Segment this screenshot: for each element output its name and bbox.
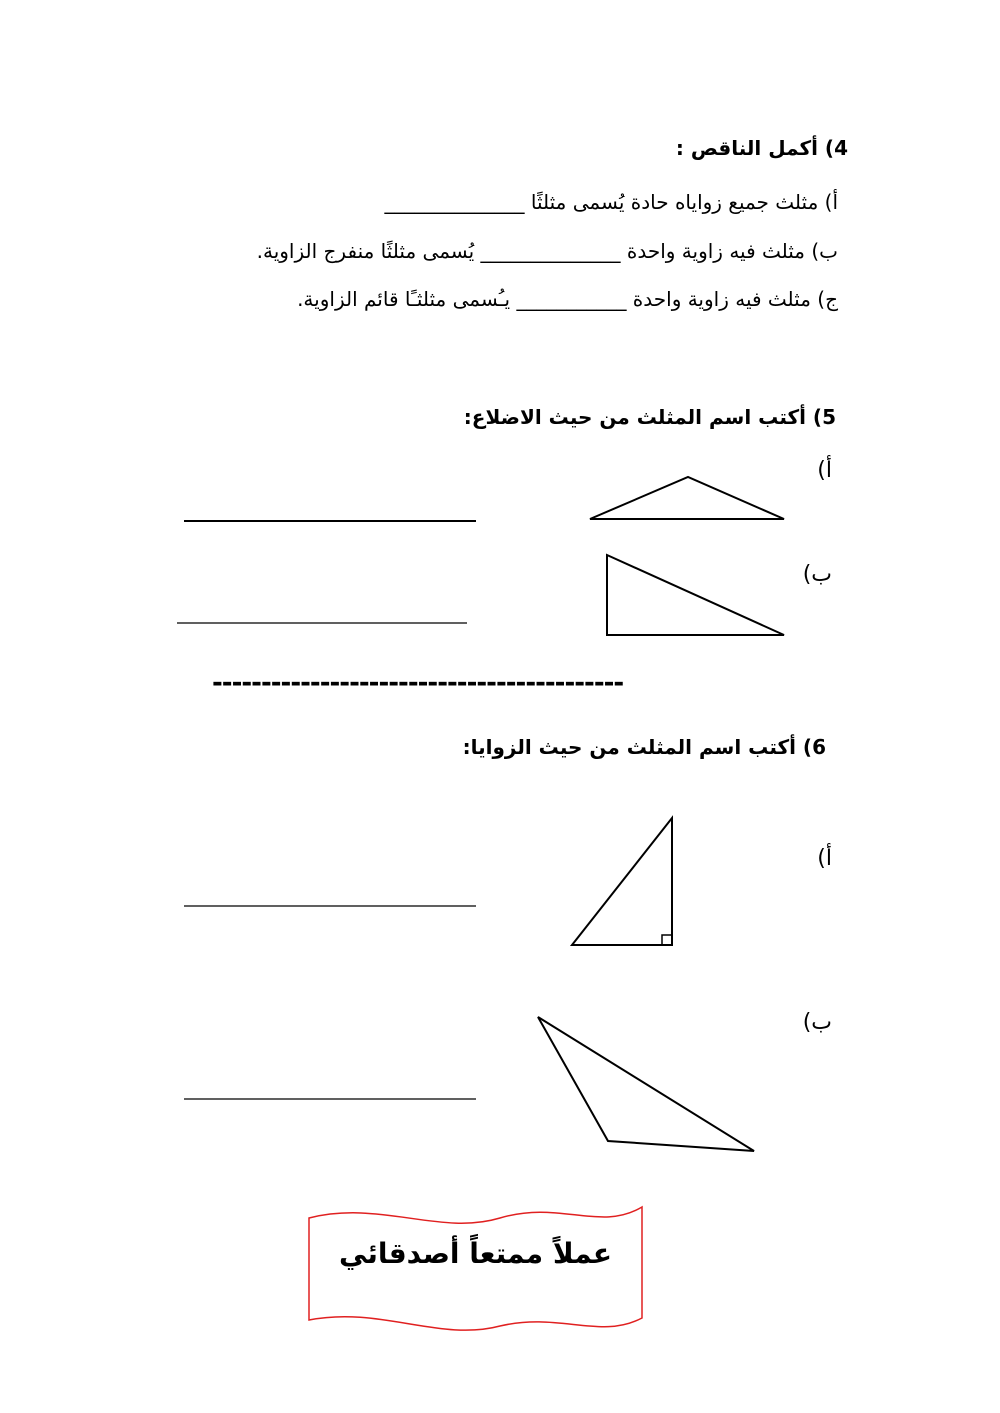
q4-item-a: أ) مثلث جميع زواياه حادة يُسمى مثلثًا ______________	[384, 190, 838, 214]
q5-label-b: ب)	[802, 562, 832, 587]
dashed-separator: ------------------------------------------	[212, 668, 624, 698]
q5-heading: 5) أكتب اسم المثلث من حيث الاضلاع:	[463, 405, 836, 429]
right-triangle	[572, 818, 672, 945]
isosceles-triangle	[590, 477, 784, 519]
right-angle-marker	[662, 935, 672, 945]
q6-label-b: ب)	[802, 1010, 832, 1035]
q5-label-a: أ)	[817, 458, 832, 483]
q6-heading: 6) أكتب اسم المثلث من حيث الزوايا:	[462, 735, 826, 759]
obtuse-triangle	[538, 1017, 754, 1151]
q4-heading: 4) أكمل الناقص :	[675, 136, 848, 160]
q6-label-a: أ)	[817, 846, 832, 871]
q4-item-c: ج) مثلث فيه زاوية واحدة ___________ يـُسمى مثلثـًا قائم الزاوية.	[297, 287, 838, 311]
q4-item-b: ب) مثلث فيه زاوية واحدة ______________ يُسمى مثلثًا منفرج الزاوية.	[256, 239, 838, 263]
scalene-triangle	[607, 555, 784, 635]
banner-text: عملاً ممتعاً أصدقائي	[338, 1237, 613, 1270]
